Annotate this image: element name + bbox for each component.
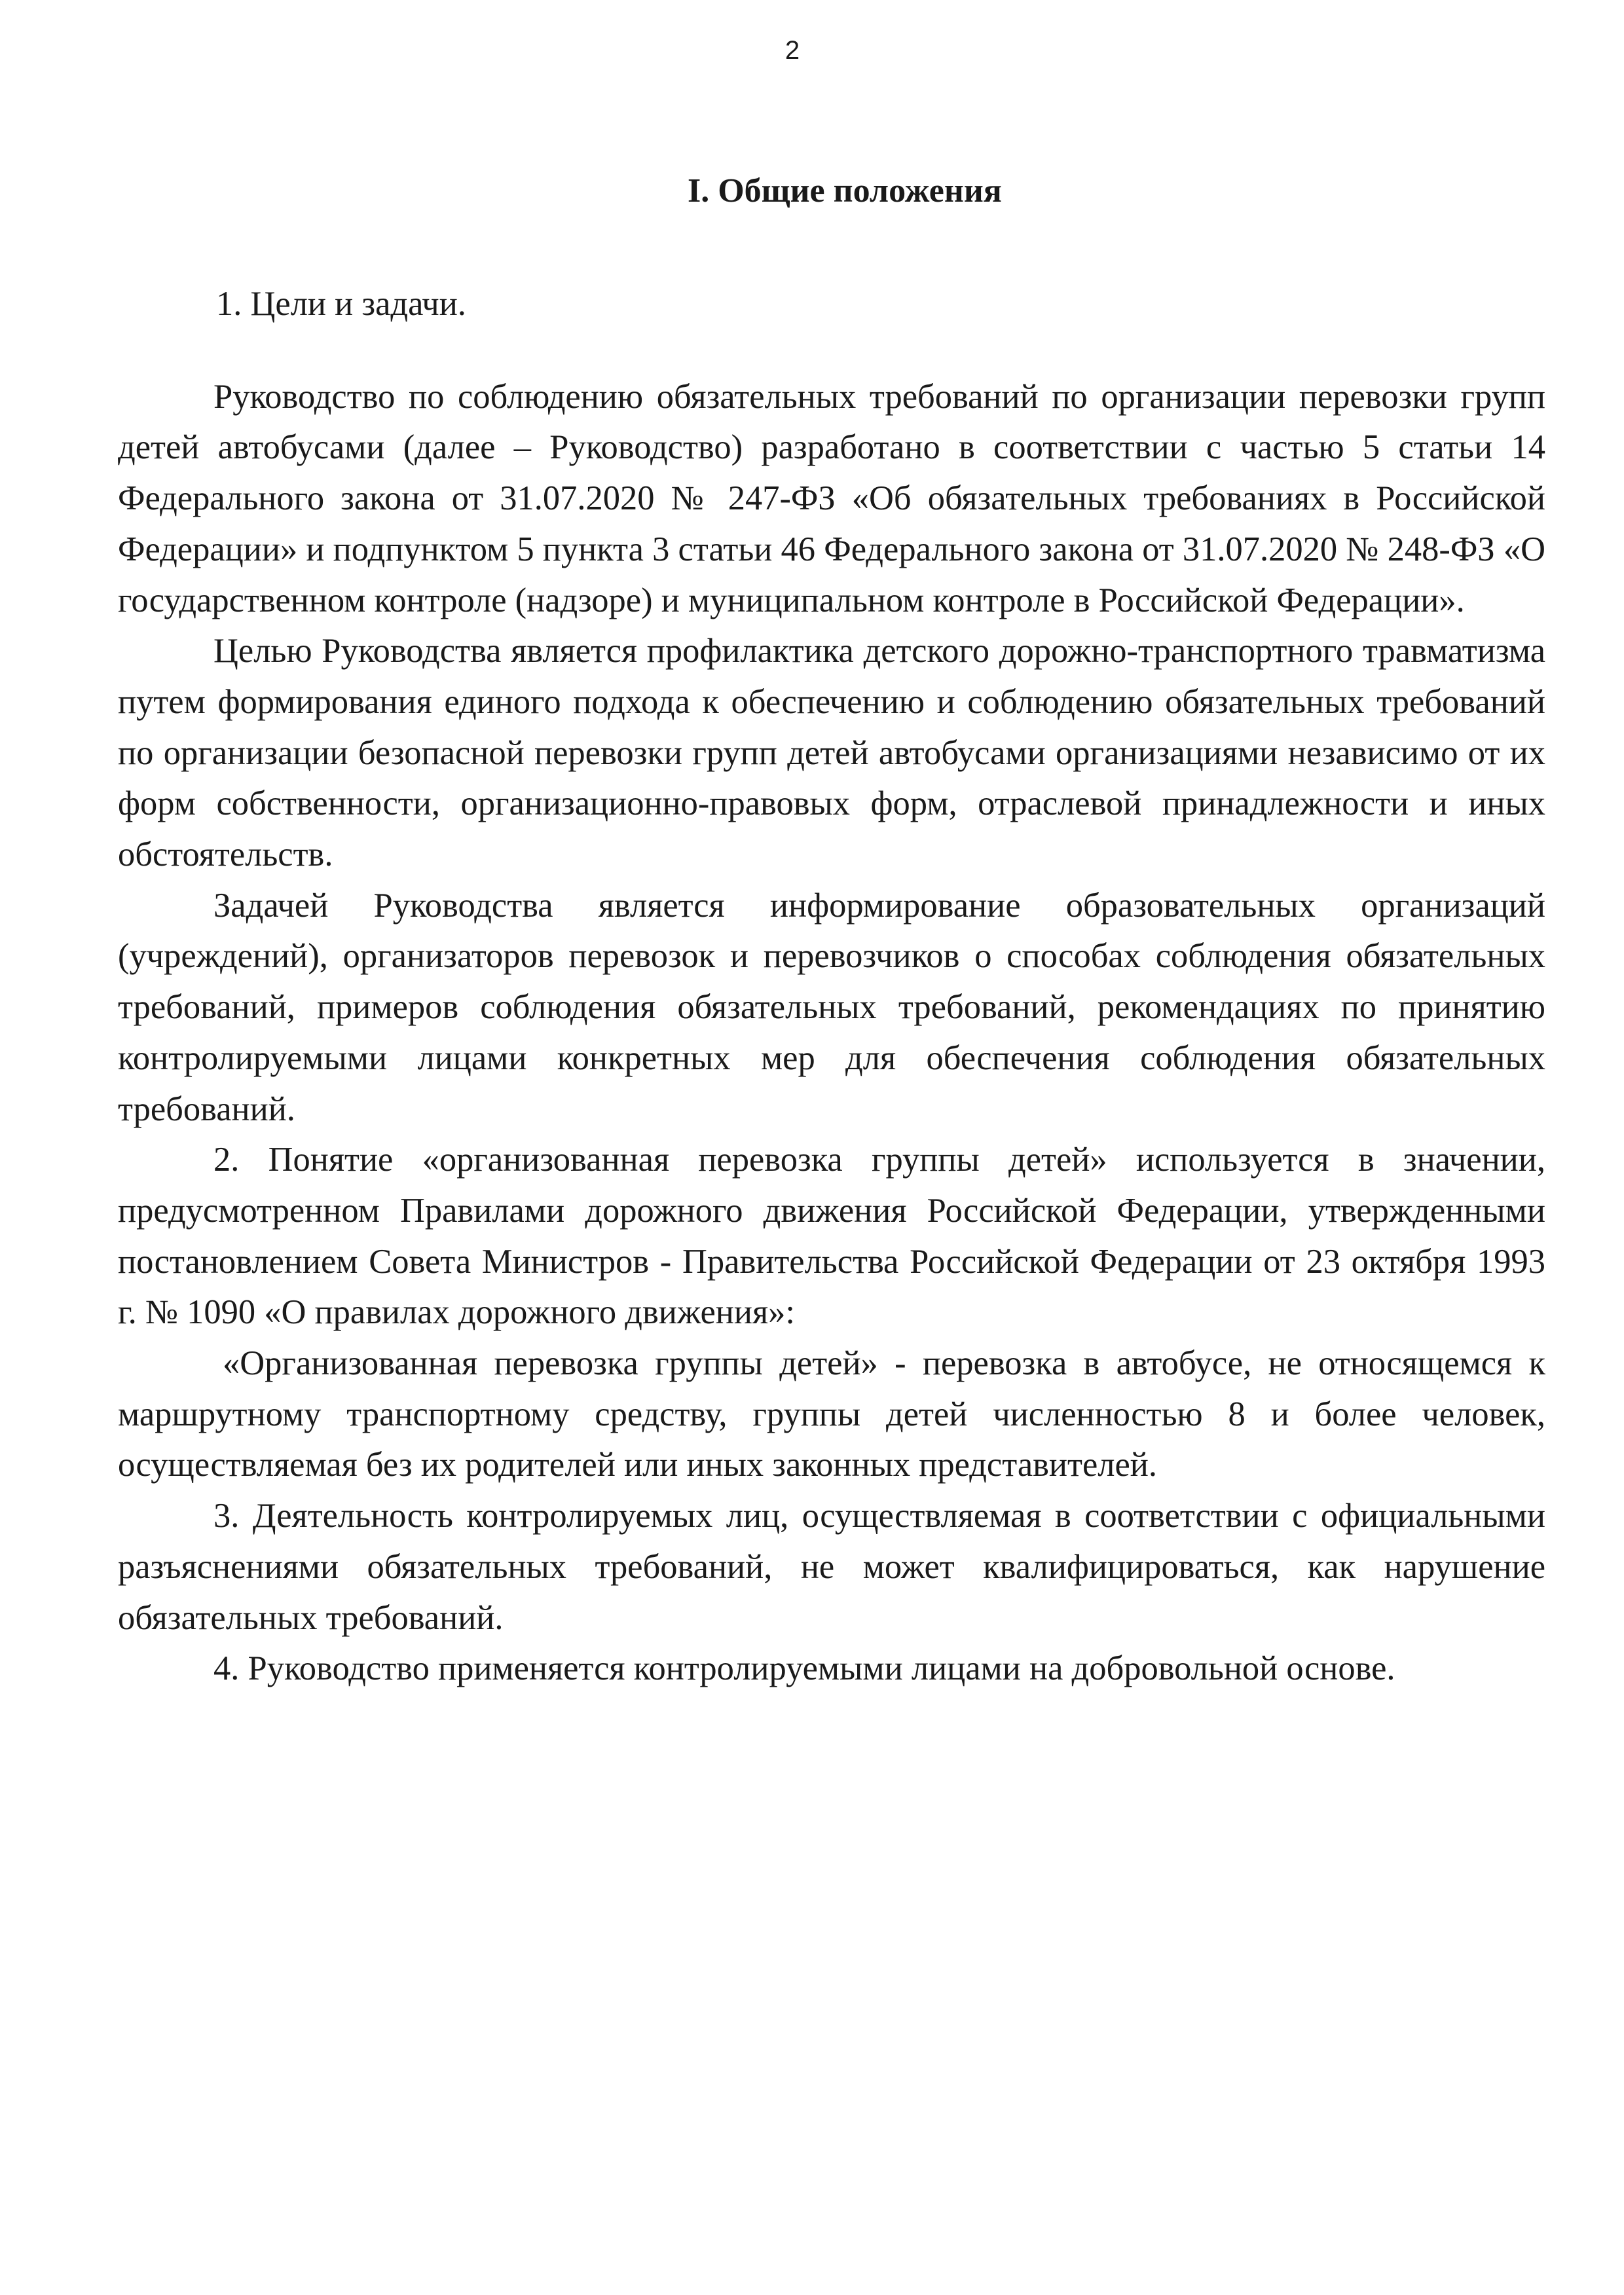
definition-quote: «Организованная перевозка группы детей» - перевозка в автобусе, не относящемся к маршрутному транспортному средству, группы детей численностью 8 и более человек, осуществляемая без их родителей или иных законных представителей. <box>118 1344 1545 1484</box>
paragraph-guide-task: Задачей Руководства является информирование образовательных организаций (учреждений), организаторов перевозок и перевозчиков о способах соблюдения обязательных требований, примеров соблюдения обязательных требований, рекомендациях по принятию контролируемыми лицами конкретных мер для обеспечения соблюдения обязательных требований. <box>118 886 1545 1128</box>
item-1-heading: 1. Цели и задачи. <box>216 285 466 323</box>
page-number: 2 <box>784 36 800 65</box>
item-3-paragraph: 3. Деятельность контролируемых лиц, осуществляемая в соответствии с официальными разъяснениями обязательных требований, не может квалифицироваться, как нарушение обязательных требований. <box>118 1497 1545 1637</box>
item-2-definition: 2. Понятие «организованная перевозка группы детей» используется в значении, предусмотренном Правилами дорожного движения Российской Федерации, утвержденными постановлением Совета Министров - Правительства Российской Федерации от 23 октября 1993 г. № 1090 «О правилах дорожного движения»: <box>118 1141 1545 1332</box>
document-body <box>118 279 1545 1695</box>
paragraph-guide-basis: Руководство по соблюдению обязательных требований по организации перевозки групп детей автобусами (далее – Руководство) разработано в соответствии с частью 5 статьи 14 Федерального закона от 31.07.2020 № 247-ФЗ «Об обязательных требованиях в Российской Федерации» и подпунктом 5 пункта 3 статьи 46 Федерального закона от 31.07.2020 № 248-ФЗ «О государственном контроле (надзоре) и муниципальном контроле в Российской Федерации». <box>118 377 1545 619</box>
item-4-paragraph: 4. Руководство применяется контролируемыми лицами на добровольной основе. <box>213 1649 1395 1688</box>
paragraph-guide-goal: Целью Руководства является профилактика детского дорожно-транспортного травматизма путем формирования единого подхода к обеспечению и соблюдению обязательных требований по организации безопасной перевозки групп детей автобусами организациями независимо от их форм собственности, организационно-правовых форм, отраслевой принадлежности и иных обстоятельств. <box>118 632 1545 874</box>
section-title: I. Общие положения <box>688 172 1002 210</box>
